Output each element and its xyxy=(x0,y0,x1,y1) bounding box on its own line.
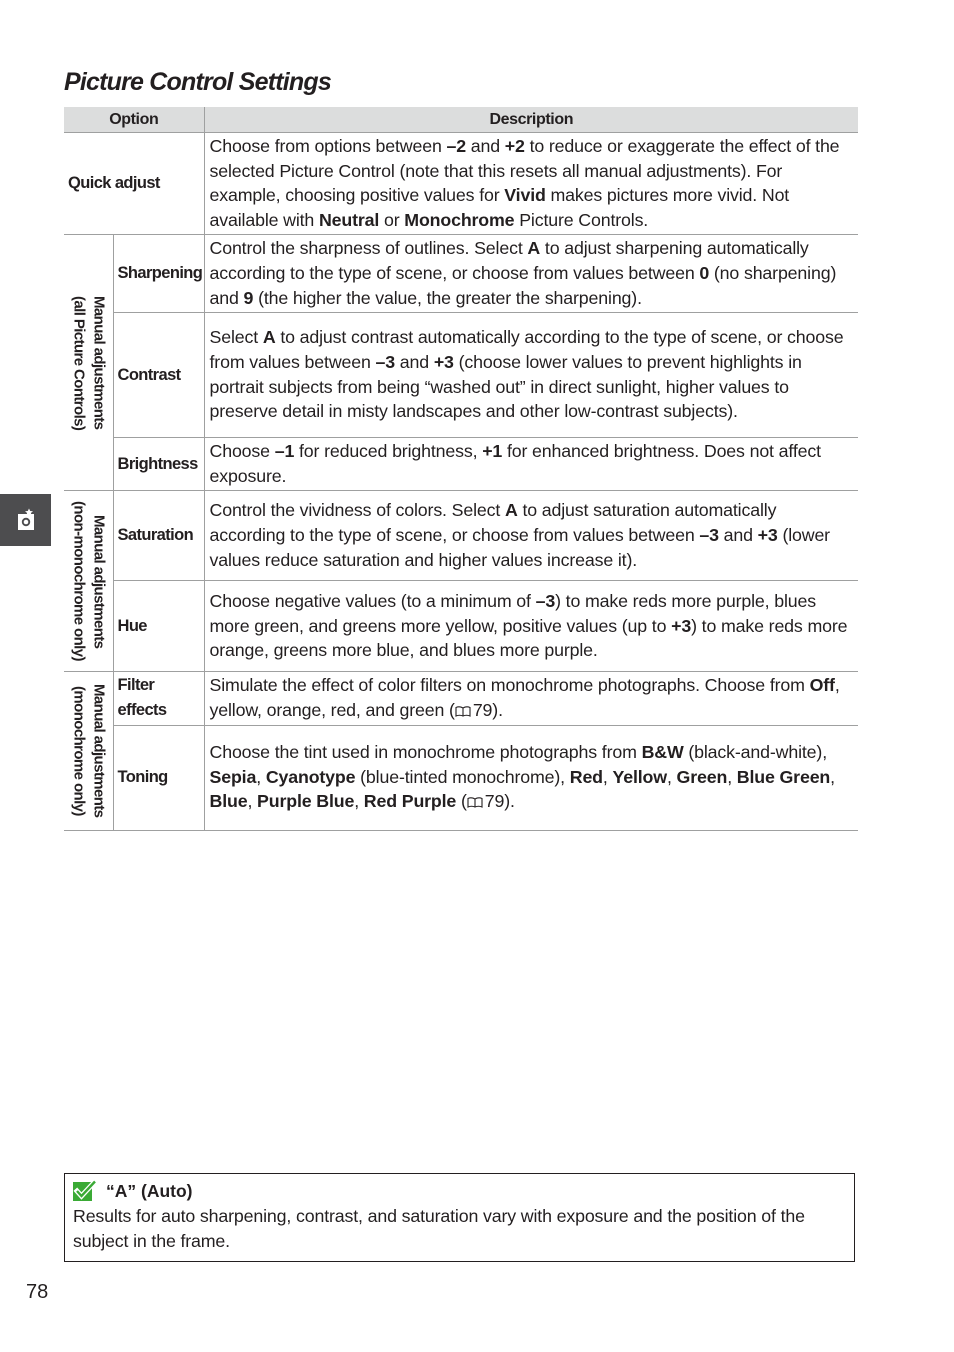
page-reference-book-icon xyxy=(467,797,483,808)
table-row-brightness xyxy=(64,438,858,491)
bold-term: Green xyxy=(676,766,728,787)
table-header-row xyxy=(64,107,858,133)
description-cell: Choose –1 for reduced brightness, +1 for enhanced brightness. Does not affect exposure. xyxy=(204,438,858,491)
bold-term: +3 xyxy=(671,615,692,636)
bold-term: 9 xyxy=(243,287,254,308)
bold-term: Vivid xyxy=(504,185,546,206)
group-label-line-2: (all Picture Controls) xyxy=(70,295,88,431)
picture-control-table xyxy=(64,107,858,831)
option-cell: Filter effects xyxy=(113,672,204,725)
description-cell: Choose negative values (to a minimum of –3) to make reds more purple, blues more green, and greens more yellow, positive values (up to +3) to make reds more orange, greens more blue, and blues more purple. xyxy=(204,581,858,672)
description-cell: Choose from options between –2 and +2 to reduce or exaggerate the effect of the selected Picture Control (note that this resets all manual adjustments). For example, choosing positive values for Vivid makes pictures more vivid. Not available with Neutral or Monochrome Picture Controls. xyxy=(204,133,858,235)
bold-term: A xyxy=(527,238,541,259)
side-tab xyxy=(0,494,51,546)
bold-term: Blue xyxy=(209,791,248,812)
option-column-header: Option xyxy=(64,107,204,133)
group-label-line-1: Manual adjustments xyxy=(90,296,108,430)
description-cell: Control the sharpness of outlines. Select A to adjust sharpening automatically according to the type of scene, or choose from values between 0 (no sharpening) and 9 (the higher the value, the greater the sharpening). xyxy=(204,235,858,313)
option-cell: Toning xyxy=(113,725,204,830)
bold-term: A xyxy=(504,500,518,521)
group-label-line-1: Manual adjustments xyxy=(90,684,108,818)
note-header xyxy=(73,1178,193,1204)
bold-term: Blue Green xyxy=(736,766,831,787)
checkmark-icon xyxy=(73,1180,97,1202)
bold-term: +1 xyxy=(482,441,503,462)
table-row-sharpening xyxy=(64,235,858,313)
group-label-monochrome xyxy=(64,672,113,830)
description-cell: Control the vividness of colors. Select A to adjust saturation automatically according to the type of scene, or choose from values between –3 and +3 (lower values reduce saturation and higher values increase it). xyxy=(204,491,858,581)
option-cell: Contrast xyxy=(113,313,204,438)
group-label-line-2: (non-monochrome only) xyxy=(70,501,88,662)
note-title: “A” (Auto) xyxy=(106,1180,193,1201)
group-label-non-monochrome xyxy=(64,491,113,672)
picture-control-camera-icon xyxy=(18,508,34,530)
bold-term: +3 xyxy=(757,525,778,546)
bold-term: –3 xyxy=(699,525,719,546)
table-row-quick-adjust xyxy=(64,133,858,235)
bold-term: –1 xyxy=(274,441,295,462)
bold-term: Neutral xyxy=(318,209,380,230)
option-cell: Saturation xyxy=(113,491,204,581)
bold-term: Sepia xyxy=(209,766,257,787)
bold-term: Purple Blue xyxy=(257,791,355,812)
bold-term: Red xyxy=(569,766,603,787)
table-row-hue xyxy=(64,581,858,672)
note-box xyxy=(64,1173,855,1262)
bold-term: –2 xyxy=(446,136,466,156)
group-label-line-1: Manual adjustments xyxy=(90,514,108,649)
bold-term: 0 xyxy=(699,262,710,283)
table-row-filter-effects xyxy=(64,672,858,725)
bold-term: A xyxy=(262,327,276,348)
table-row-toning xyxy=(64,725,858,830)
bold-term: B&W xyxy=(641,742,684,763)
bold-term: –3 xyxy=(375,352,396,373)
option-cell: Sharpening xyxy=(113,235,204,313)
description-cell: Simulate the effect of color filters on monochrome photographs. Choose from Off, yellow, orange, red, and green ( 79). xyxy=(204,672,858,725)
page-reference-book-icon xyxy=(455,706,471,717)
description-cell: Choose the tint used in monochrome photographs from B&W (black-and-white), Sepia, Cyanotype (blue-tinted monochrome), Red, Yellow, Green, Blue Green, Blue, Purple Blue, Red Purple ( 79). xyxy=(204,725,858,830)
page-reference-number: 79 xyxy=(484,791,505,812)
bold-term: Yellow xyxy=(612,766,667,787)
bold-term: +3 xyxy=(433,352,454,373)
bold-term: Cyanotype xyxy=(265,766,356,787)
option-cell: Brightness xyxy=(113,438,204,491)
section-title: Picture Control Settings xyxy=(64,68,331,96)
bold-term: Red Purple xyxy=(363,791,457,812)
bold-term: Monochrome xyxy=(404,209,515,230)
bold-term: Off xyxy=(809,675,835,696)
description-cell: Select A to adjust contrast automatically according to the type of scene, or choose from values between –3 and +3 (choose lower values to prevent highlights in portrait subjects from being “washed out” in direct sunlight, higher values to preserve detail in misty landscapes and other low-contrast subjects). xyxy=(204,313,858,438)
description-column-header: Description xyxy=(204,107,858,133)
note-body: Results for auto sharpening, contrast, and saturation vary with exposure and the position of the subject in the frame. xyxy=(73,1206,805,1251)
page-number: 78 xyxy=(26,1281,49,1303)
table-row-saturation xyxy=(64,491,858,581)
group-label-all-picture-controls xyxy=(64,235,113,491)
bold-term: +2 xyxy=(504,136,525,156)
bold-term: –3 xyxy=(535,590,556,611)
group-label-line-2: (monochrome only) xyxy=(70,686,88,816)
option-cell: Hue xyxy=(113,581,204,672)
table-row-contrast xyxy=(64,313,858,438)
option-cell: Quick adjust xyxy=(64,133,204,235)
page-reference-number: 79 xyxy=(472,699,493,720)
